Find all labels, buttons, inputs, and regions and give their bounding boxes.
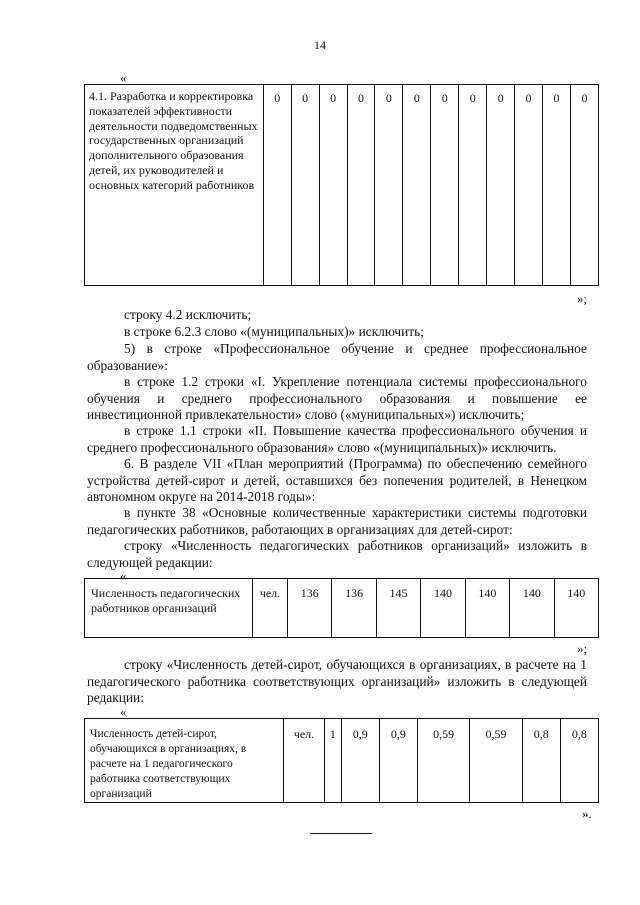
value-cell: 145 (376, 579, 420, 638)
value-cell: 0 (375, 85, 403, 286)
open-quote: « (120, 704, 127, 719)
value-cell: 0 (431, 85, 459, 286)
table-row (85, 719, 599, 803)
row-label: 4.1. Разработка и корректировка показателей эффективности деятельности подведомственных государственных организаций дополнительного образования детей, их руководителей и основных категорий работников (85, 85, 264, 286)
value-cell: 0,8 (560, 719, 598, 803)
table-orphans-ratio (84, 718, 599, 803)
value-cell: 0 (459, 85, 487, 286)
value-cell: 0 (515, 85, 543, 286)
value-cell: 0,59 (417, 719, 469, 803)
value-cell: 0 (570, 85, 598, 286)
table-row (85, 579, 599, 638)
open-quote: « (120, 70, 127, 85)
value-cell: 0 (347, 85, 375, 286)
table-indicators (84, 84, 599, 286)
value-cell: 136 (288, 579, 332, 638)
value-cell: 140 (465, 579, 509, 638)
table-teachers (84, 578, 599, 638)
table-row (85, 85, 599, 286)
value-cell: 140 (554, 579, 598, 638)
value-cell: 0 (487, 85, 515, 286)
value-cell: 0 (403, 85, 431, 286)
unit-cell: чел. (284, 719, 325, 803)
value-cell: 0 (263, 85, 291, 286)
value-cell: 140 (510, 579, 554, 638)
value-cell: 0,9 (379, 719, 417, 803)
value-cell: 0 (291, 85, 319, 286)
value-cell: 0 (543, 85, 571, 286)
open-quote: « (120, 568, 127, 583)
value-cell: 1 (325, 719, 342, 803)
paragraph: в пункте 38 «Основные количественные характеристики системы подготовки педагогических работников, работающих в организациях для детей-сирот: (87, 505, 587, 537)
value-cell: 0,8 (522, 719, 560, 803)
paragraph: 5) в строке «Профессиональное обучение и среднее профессиональное образование»: (87, 341, 587, 373)
paragraph: в строке 1.1 строки «II. Повышение качества профессионального обучения и среднего профессионального образования» слово «(муниципальных)» исключить. (87, 423, 587, 455)
paragraph: в строке 1.2 строки «I. Укрепление потенциала системы профессионального обучения и среднего профессионального образования и повышение ее инвестиционной привлекательности» слово («муниципальных») исключить; (87, 374, 587, 422)
row-label: Численность детей-сирот, обучающихся в организациях, в расчете на 1 педагогического работника соответствующих организаций (85, 719, 284, 803)
page-number: 14 (314, 38, 326, 52)
value-cell: 140 (421, 579, 465, 638)
paragraph: 6. В разделе VII «План мероприятий (Программа) по обеспечению семейного устройства детей-сирот и детей, оставшихся без попечения родителей, в Ненецком автономном округе на 2014-2018 годы»: (87, 456, 587, 504)
paragraph: строку «Численность педагогических работников организаций» изложить в следующей редакции: (87, 538, 587, 570)
close-quote: ». (582, 806, 592, 821)
value-cell: 0 (319, 85, 347, 286)
close-quote: »; (577, 641, 588, 656)
value-cell: 0,59 (470, 719, 522, 803)
paragraph: строку «Численность детей-сирот, обучающихся в организациях, в расчете на 1 педагогического работника соответствующих организаций» изложить в следующей редакции: (87, 657, 587, 705)
value-cell: 0,9 (341, 719, 379, 803)
unit-cell: чел. (253, 579, 288, 638)
value-cell: 136 (332, 579, 376, 638)
row-label: Численность педагогических работников организаций (85, 579, 253, 638)
paragraph: строку 4.2 исключить; (124, 307, 252, 322)
close-quote: »; (577, 291, 588, 306)
separator-line (310, 833, 372, 834)
paragraph: в строке 6.2.3 слово «(муниципальных)» исключить; (124, 324, 424, 339)
